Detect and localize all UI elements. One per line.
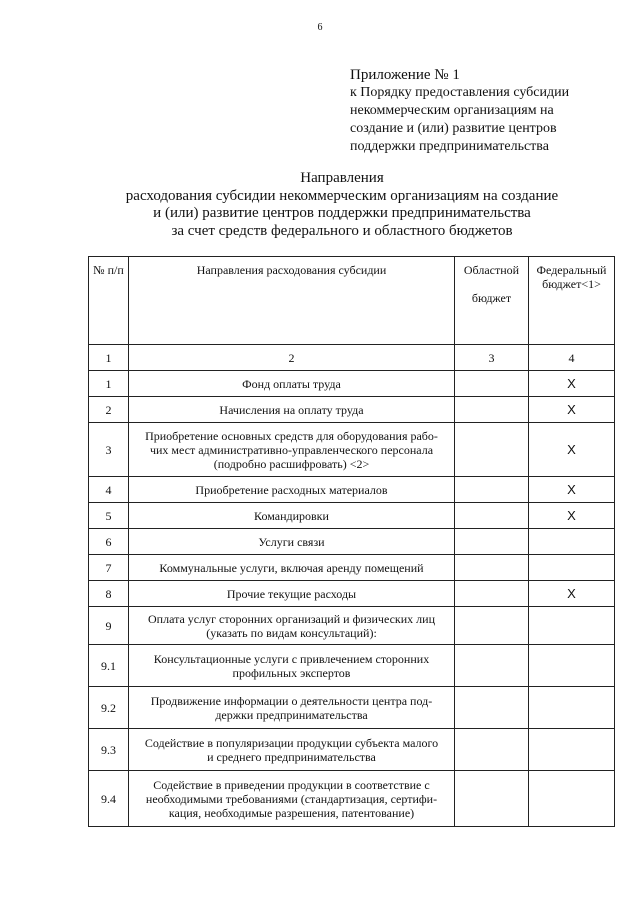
- table-row: [89, 687, 615, 729]
- row-direction-line: Продвижение информации о деятельности центра под-: [150, 693, 433, 708]
- row-direction-line: (подробно расшифровать) <2>: [213, 456, 370, 471]
- row-direction: [129, 503, 455, 529]
- row-direction: [129, 645, 455, 687]
- table-row: [89, 477, 615, 503]
- row-direction-line: профильных экспертов: [232, 665, 351, 680]
- header-federal-line2: бюджет<1>: [542, 277, 601, 291]
- row-number: 9.3: [89, 729, 129, 771]
- row-direction-line: (указать по видам консультаций):: [206, 625, 377, 640]
- header-num: № п/п: [89, 257, 129, 345]
- header-direction: Направления расходования субсидии: [129, 257, 455, 345]
- table-row: [89, 581, 615, 607]
- row-federal-mark: X: [529, 477, 615, 503]
- row-regional-mark: [455, 555, 529, 581]
- row-regional-mark: [455, 771, 529, 827]
- table-row: [89, 729, 615, 771]
- table-row: [89, 771, 615, 827]
- row-federal-mark: [529, 529, 615, 555]
- row-direction-line: Начисления на оплату труда: [219, 402, 364, 417]
- row-direction: [129, 729, 455, 771]
- column-number: 2: [129, 345, 455, 371]
- page-number: 6: [317, 22, 323, 33]
- row-number: 2: [89, 397, 129, 423]
- row-number: 1: [89, 371, 129, 397]
- appendix-block: [350, 66, 610, 156]
- table-header-row: [89, 257, 615, 345]
- row-number: 5: [89, 503, 129, 529]
- row-direction-line: Консультационные услуги с привлечением сторонних: [153, 651, 430, 666]
- row-regional-mark: [455, 645, 529, 687]
- row-direction-line: Содействие в приведении продукции в соответствие с: [153, 777, 430, 792]
- table-row: [89, 555, 615, 581]
- row-direction: [129, 371, 455, 397]
- row-direction: [129, 555, 455, 581]
- row-federal-mark: [529, 687, 615, 729]
- row-federal-mark: [529, 555, 615, 581]
- table-row: [89, 645, 615, 687]
- table-row: [89, 503, 615, 529]
- row-direction-line: кация, необходимые разрешения, патентование): [168, 805, 415, 820]
- row-direction-line: Коммунальные услуги, включая аренду помещений: [159, 560, 424, 575]
- row-number: 7: [89, 555, 129, 581]
- row-regional-mark: [455, 371, 529, 397]
- row-number: 9.2: [89, 687, 129, 729]
- row-number: 8: [89, 581, 129, 607]
- expense-directions-table: [88, 256, 615, 827]
- row-regional-mark: [455, 423, 529, 477]
- row-number: 9.4: [89, 771, 129, 827]
- table-row: [89, 529, 615, 555]
- row-direction-line: Прочие текущие расходы: [226, 586, 357, 601]
- document-heading: [92, 170, 592, 240]
- header-regional-line1: Областной: [463, 263, 520, 277]
- row-direction-line: Командировки: [254, 508, 329, 523]
- table-row: [89, 397, 615, 423]
- appendix-line: некоммерческим организациям на: [350, 103, 554, 118]
- row-regional-mark: [455, 687, 529, 729]
- row-number: 9.1: [89, 645, 129, 687]
- row-direction-line: и среднего предпринимательства: [207, 749, 376, 764]
- row-direction-line: Оплата услуг сторонних организаций и физических лиц: [148, 611, 435, 626]
- row-federal-mark: [529, 645, 615, 687]
- row-direction: [129, 529, 455, 555]
- header-regional-budget: [455, 257, 529, 345]
- row-federal-mark: X: [529, 581, 615, 607]
- row-direction-line: Фонд оплаты труда: [242, 376, 341, 391]
- row-number: 4: [89, 477, 129, 503]
- column-number-row: [89, 345, 615, 371]
- appendix-line: создание и (или) развитие центров: [350, 121, 557, 136]
- appendix-line: поддержки предпринимательства: [350, 139, 549, 154]
- row-direction-line: Услуги связи: [258, 534, 325, 549]
- row-direction: [129, 423, 455, 477]
- row-number: 9: [89, 607, 129, 645]
- row-number: 3: [89, 423, 129, 477]
- row-direction: [129, 687, 455, 729]
- appendix-line: к Порядку предоставления субсидии: [350, 85, 570, 100]
- heading-line: расходования субсидии некоммерческим организациям на создание: [125, 187, 559, 204]
- row-regional-mark: [455, 729, 529, 771]
- row-direction: [129, 477, 455, 503]
- row-direction-line: чих мест административно-управленческого персонала: [149, 442, 434, 457]
- row-direction: [129, 581, 455, 607]
- row-federal-mark: [529, 729, 615, 771]
- row-regional-mark: [455, 607, 529, 645]
- row-direction-line: Содействие в популяризации продукции субъекта малого: [144, 735, 439, 750]
- row-direction-line: Приобретение основных средств для оборудования рабо-: [145, 428, 438, 443]
- row-regional-mark: [455, 581, 529, 607]
- table-row: [89, 371, 615, 397]
- table-row: [89, 423, 615, 477]
- header-regional-line2: бюджет: [471, 291, 512, 305]
- appendix-title: Приложение № 1: [350, 67, 460, 83]
- table-row: [89, 607, 615, 645]
- row-direction-line: держки предпринимательства: [215, 707, 368, 722]
- row-federal-mark: X: [529, 371, 615, 397]
- row-regional-mark: [455, 529, 529, 555]
- row-direction: [129, 607, 455, 645]
- row-direction: [129, 771, 455, 827]
- header-federal-budget: [529, 257, 615, 345]
- row-direction-line: Приобретение расходных материалов: [195, 482, 388, 497]
- row-regional-mark: [455, 477, 529, 503]
- row-federal-mark: X: [529, 503, 615, 529]
- row-number: 6: [89, 529, 129, 555]
- heading-line: и (или) развитие центров поддержки предпринимательства: [153, 205, 531, 221]
- row-federal-mark: [529, 771, 615, 827]
- heading-line: Направления: [300, 170, 384, 186]
- row-regional-mark: [455, 503, 529, 529]
- heading-line: за счет средств федерального и областного бюджетов: [171, 222, 513, 239]
- column-number: 3: [455, 345, 529, 371]
- row-federal-mark: X: [529, 397, 615, 423]
- column-number: 4: [529, 345, 615, 371]
- column-number: 1: [89, 345, 129, 371]
- row-federal-mark: [529, 607, 615, 645]
- table-body: [89, 371, 615, 827]
- header-federal-line1: Федеральный: [536, 263, 607, 277]
- row-direction: [129, 397, 455, 423]
- row-regional-mark: [455, 397, 529, 423]
- row-federal-mark: X: [529, 423, 615, 477]
- row-direction-line: необходимыми требованиями (стандартизация, сертифи-: [145, 791, 438, 806]
